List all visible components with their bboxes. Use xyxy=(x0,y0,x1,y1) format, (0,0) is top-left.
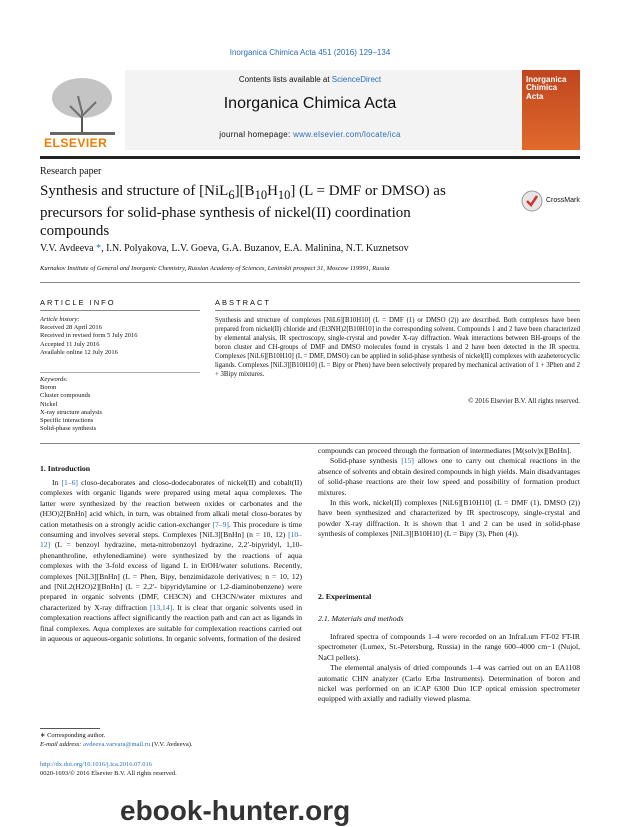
title-part: ] (L = DMF or DMSO) as precursors for solid-phase synthesis of nickel(II) coordination compounds xyxy=(40,183,446,239)
divider xyxy=(40,282,580,283)
reference-link[interactable]: [15] xyxy=(401,456,414,466)
abstract-text: Synthesis and structure of complexes [NiL6][B10H10] (L = DMF (1) or DMSO (2)) are described. Both complexes have been prepared from nickel(II) chloride and (Et3NH)2[B10H10] in the corresponding solvent. Compounds 1 and 2 have been characterized by elemental analysis, IR spectroscopy, single-crystal and powder X-ray diffraction. Weak interactions between BH-groups of the boron cluster and CH-groups of DMF and DMSO molecules found in crystals 1 and 2 have been detected in the IR spectra. Complexes [NiL6][B10H10] (L = DMF, DMSO) can be applied in solid-phase synthesis of nickel(II) complexes with azaheterocyclic ligands. Complexes [NiL3][B10H10] (L = Bipy or Phen) have been selectively prepared by mechanical activation of 1 + 3Phen and 2 + 3Bipy mixtures. xyxy=(215,317,580,378)
experimental-heading: 2. Experimental xyxy=(318,592,372,601)
author-list xyxy=(40,243,580,254)
keywords-block xyxy=(40,376,200,433)
watermark: ebook-hunter.org xyxy=(120,795,351,826)
introduction-text xyxy=(40,478,302,645)
paragraph: The elemental analysis of dried compounds 1–4 was carried out on an EA1108 automatic CHN analyzer (Carlo Erba Instruments). Determination of boron and nickel was performed on an iCAP 6300 Duo ICP optical emission spectrometer equipped with axially and radially viewed plasma. xyxy=(318,663,580,704)
keyword: Specific interactions xyxy=(40,417,94,425)
title-part: H xyxy=(267,183,278,199)
online-date: Available online 12 July 2016 xyxy=(40,348,118,356)
abstract-copyright: © 2016 Elsevier B.V. All rights reserved. xyxy=(468,398,580,405)
affiliation: Kurnakov Institute of General and Inorganic Chemistry, Russian Academy of Sciences, Leninskii prospect 31, Moscow 119991, Russia xyxy=(40,265,390,272)
reference-link[interactable]: [10–12] xyxy=(40,530,302,550)
text-run: . It is clear that organic solvents used in complexation reactions affect significantly the reaction path and can act as ligands in final complexes. Aqua complexes are suitable for complexation reactions carried out in aqueous or aqueous-organic solutions. In organic solvents, formation of the desired xyxy=(40,602,302,644)
materials-methods-heading: 2.1. Materials and methods xyxy=(318,614,404,623)
methods-text xyxy=(318,632,580,705)
title-part: Synthesis and structure of [NiL xyxy=(40,183,229,199)
other-authors: , I.N. Polyakova, L.V. Goeva, G.A. Buzanov, E.A. Malinina, N.T. Kuznetsov xyxy=(101,243,409,254)
publisher-name: ELSEVIER xyxy=(44,136,108,150)
issn-line: 0020-1693/© 2016 Elsevier B.V. All rights reserved. xyxy=(40,770,177,777)
accepted-date: Accepted 11 July 2016 xyxy=(40,340,100,348)
reference-link[interactable]: [13,14] xyxy=(150,602,173,612)
cover-title: Inorganica Chimica Acta xyxy=(526,75,567,101)
article-info-heading: ARTICLE INFO xyxy=(40,298,116,307)
corresponding-label: ∗ Corresponding author. xyxy=(40,732,106,739)
keyword: Solid-phase synthesis xyxy=(40,425,97,433)
text-run: . This procedure is time consuming and involves several steps. Complexes [NiL3][BnHn] (n = 10, 12) xyxy=(40,519,302,540)
doi-block xyxy=(40,760,340,778)
introduction-heading: 1. Introduction xyxy=(40,464,91,473)
divider xyxy=(215,310,580,311)
email-prefix: E-mail address: xyxy=(40,741,84,748)
corresponding-author-marker[interactable]: * xyxy=(96,243,102,254)
keyword: Cluster compounds xyxy=(40,392,91,400)
keywords-label: Keywords: xyxy=(40,376,68,383)
text-run: allows one to carry out chemical reactions in the absence of solvents and obtain desired compounds in high yields. Main disadvantages of solid-phase reactions are their low speed and possibility of formation product mixtures. xyxy=(318,456,580,497)
abstract-heading: ABSTRACT xyxy=(215,298,272,307)
divider xyxy=(40,310,200,311)
right-column-text xyxy=(318,446,580,540)
divider xyxy=(40,372,200,373)
corresponding-footnote xyxy=(40,731,302,749)
header-rule xyxy=(40,156,580,159)
keyword: Nickel xyxy=(40,400,58,408)
contents-prefix: Contents lists available at xyxy=(238,75,332,84)
journal-title: Inorganica Chimica Acta xyxy=(223,95,397,112)
doi-link[interactable]: http://dx.doi.org/10.1016/j.ica.2016.07.016 xyxy=(40,761,153,768)
homepage-link[interactable]: www.elsevier.com/locate/ica xyxy=(293,130,401,139)
text-run: (L = benzoyl hydrazine, meta-nitrobenzoyl hydrazine, 2,2′-bipyridyl, 1,10-phenanthroline, ethylenediamine) were synthesized by the reactions of aqua complexes with the 3-fold excess of ligand L in EtOH/water solutions. Recently, complexes [NiL3][BnHn] (L = Phen, Bipy, benzimidazole derivatives; n = 10, 12) and [NiL2(H2O)2][BnHn] (L = 2,2′- bipyridylamine or 1,2-diaminobenzene) were prepared in organic solvents (DMF, CH3CN) and CH3CN/water mixtures and characterized by X-ray diffraction xyxy=(40,540,302,612)
first-author[interactable]: V.V. Avdeeva xyxy=(40,243,97,254)
text-run: In xyxy=(52,478,62,487)
sciencedirect-link[interactable]: ScienceDirect xyxy=(331,75,382,84)
paragraph: compounds can proceed through the formation of intermediates [M(solv)x][BnHn]. xyxy=(318,446,572,455)
received-date: Received 28 April 2016 xyxy=(40,324,102,332)
text-run: closo-decaborates and closo-dodecaborates of nickel(II) and cobalt(II) complexes with organic ligands were prepared using metal aqua complexes. The latter were synthesized by the reaction between oxides or carbonates and the (H3O)2[BnHn] acid which, in turn, was obtained from alkali metal closo-borates by cation metathesis on a strongly acidic cation-exchanger xyxy=(40,478,302,529)
email-suffix: (V.V. Avdeeva). xyxy=(150,741,193,748)
keyword: Boron xyxy=(40,384,57,392)
title-sub: 6 xyxy=(228,188,235,202)
title-sub: 10 xyxy=(254,188,268,202)
paragraph: In this work, nickel(II) complexes [NiL6][B10H10] (L = DMF (1), DMSO (2)) have been synthesized and characterized by IR spectroscopy, single-crystal and powder X-ray diffraction. It is shown that 1 and 2 can be used in solid-phase synthesis of complexes [NiL3][B10H10] (L = Bipy (3), Phen (4)). xyxy=(318,498,580,539)
text-run: Solid-phase synthesis xyxy=(330,456,402,466)
email-link[interactable]: avdeeva.varvara@mail.ru xyxy=(83,741,151,748)
history-label: Article history: xyxy=(40,316,80,323)
article-title xyxy=(40,182,480,240)
footnote-rule xyxy=(40,728,100,729)
homepage-prefix: journal homepage: xyxy=(219,130,294,139)
keyword: X-ray structure analysis xyxy=(40,408,103,416)
crossmark-label[interactable]: CrossMark xyxy=(546,197,580,204)
paragraph: Infrared spectra of compounds 1–4 were recorded on an InfraLum FT-02 FT-IR spectrometer (Lumex, St.-Petersburg, Russia) in the range 600–4000 cm−1 (Nujol, NaCl pellets). xyxy=(318,632,580,662)
article-type: Research paper xyxy=(40,166,102,177)
divider xyxy=(40,443,580,444)
revised-date: Received in revised form 5 July 2016 xyxy=(40,332,138,340)
reference-link[interactable]: [7–9] xyxy=(212,519,229,529)
journal-citation[interactable]: Inorganica Chimica Acta 451 (2016) 129–134 xyxy=(229,48,391,57)
title-sub: 10 xyxy=(277,188,291,202)
article-history xyxy=(40,316,200,357)
reference-link[interactable]: [1–6] xyxy=(61,478,78,487)
title-part: ][B xyxy=(234,183,255,199)
